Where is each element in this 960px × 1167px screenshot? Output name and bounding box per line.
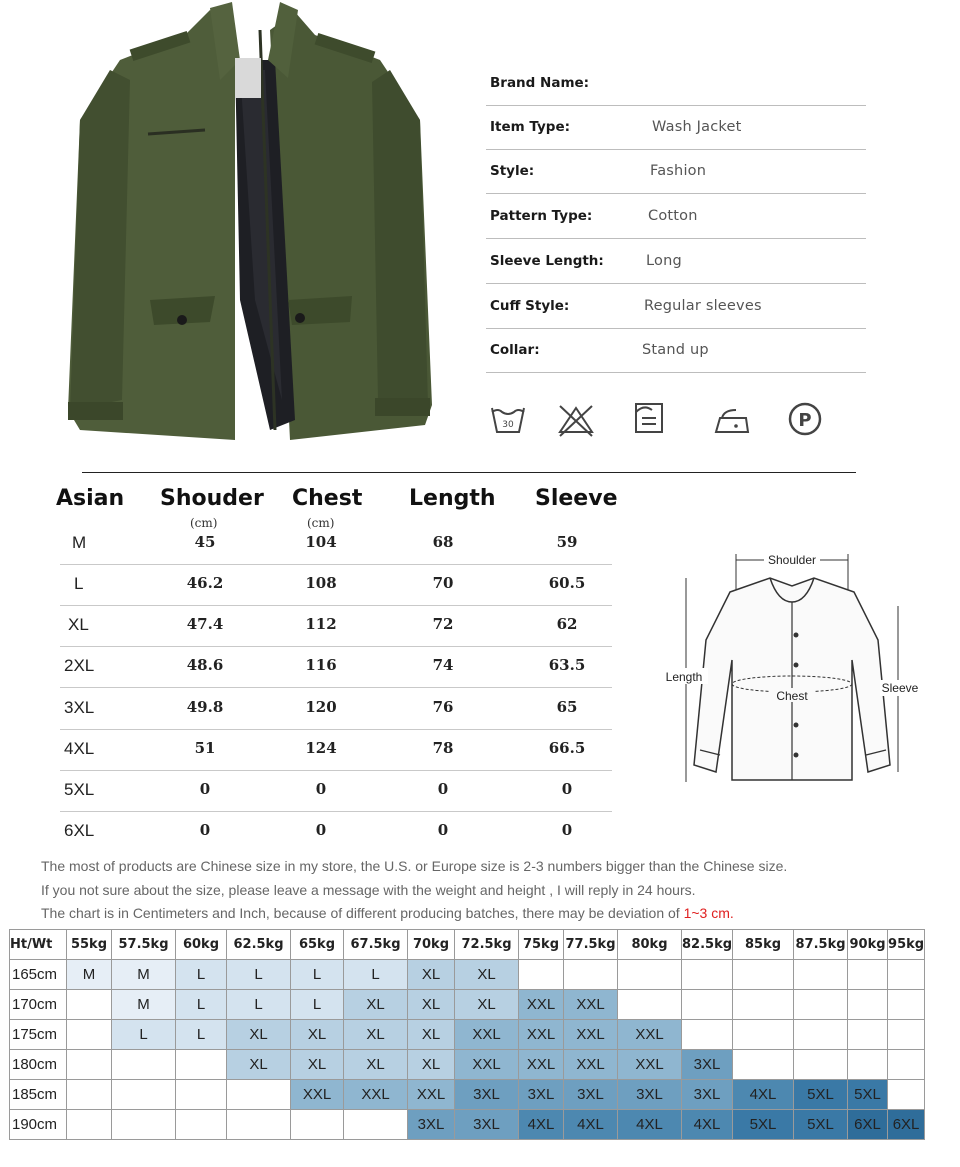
size-recommendation-cell: XL <box>455 990 519 1020</box>
grid-row <box>10 960 925 990</box>
size-recommendation-cell <box>618 990 682 1020</box>
length-cell: 78 <box>432 739 454 757</box>
size-recommendation-cell: XL <box>344 990 408 1020</box>
size-recommendation-cell <box>176 1110 227 1140</box>
size-recommendation-cell: XXL <box>408 1080 455 1110</box>
size-recommendation-cell <box>848 960 888 990</box>
length-cell: 0 <box>437 821 449 839</box>
table-row <box>60 811 612 852</box>
weight-header: 80kg <box>618 930 682 960</box>
note-line-1: The most of products are Chinese size in my store, the U.S. or Europe size is 2-3 numbers bigger than the Chinese size. <box>41 858 788 874</box>
grid-row <box>10 1020 925 1050</box>
spec-label: Sleeve Length: <box>490 253 604 269</box>
size-recommendation-cell: 5XL <box>733 1110 794 1140</box>
sleeve-cell: 59 <box>556 533 578 551</box>
weight-header: 72.5kg <box>455 930 519 960</box>
weight-header: 62.5kg <box>227 930 291 960</box>
length-cell: 0 <box>437 780 449 798</box>
spec-row-cuff-style <box>486 284 866 329</box>
shoulder-cell: 46.2 <box>186 574 224 592</box>
size-recommendation-cell: XXL <box>519 1050 564 1080</box>
size-recommendation-cell: M <box>112 960 176 990</box>
size-recommendation-cell: 5XL <box>794 1080 848 1110</box>
deviation-highlight: 1~3 cm. <box>683 905 734 921</box>
weight-header: 95kg <box>888 930 925 960</box>
size-recommendation-cell: XXL <box>564 990 618 1020</box>
length-cell: 72 <box>432 615 454 633</box>
length-cell: 68 <box>432 533 454 551</box>
size-recommendation-cell <box>848 990 888 1020</box>
size-recommendation-cell <box>227 1080 291 1110</box>
size-recommendation-cell <box>794 1020 848 1050</box>
size-recommendation-cell <box>682 960 733 990</box>
size-recommendation-cell <box>344 1110 408 1140</box>
size-recommendation-cell <box>112 1050 176 1080</box>
size-recommendation-cell: XXL <box>618 1020 682 1050</box>
size-recommendation-cell: XXL <box>618 1050 682 1080</box>
height-weight-size-grid <box>9 929 925 1140</box>
size-recommendation-cell <box>733 990 794 1020</box>
size-recommendation-cell: 5XL <box>848 1080 888 1110</box>
size-recommendation-cell <box>733 960 794 990</box>
size-cell: 2XL <box>64 656 95 675</box>
height-label: 185cm <box>10 1080 67 1110</box>
height-label: 170cm <box>10 990 67 1020</box>
table-row <box>60 729 612 771</box>
diagram-label-length: Length <box>665 670 703 684</box>
grid-row <box>10 1080 925 1110</box>
grid-row <box>10 990 925 1020</box>
size-recommendation-cell: XL <box>344 1050 408 1080</box>
no-bleach-icon <box>556 400 596 438</box>
spec-row-sleeve-length <box>486 239 866 284</box>
spec-value: Cotton <box>648 208 698 224</box>
height-label: 175cm <box>10 1020 67 1050</box>
height-label: 190cm <box>10 1110 67 1140</box>
size-recommendation-cell: XL <box>227 1020 291 1050</box>
size-recommendation-cell: 3XL <box>519 1080 564 1110</box>
weight-header: 77.5kg <box>564 930 618 960</box>
size-recommendation-cell <box>848 1020 888 1050</box>
sleeve-cell: 66.5 <box>548 739 586 757</box>
spec-label: Pattern Type: <box>490 208 593 224</box>
sleeve-cell: 0 <box>561 780 573 798</box>
size-recommendation-cell <box>618 960 682 990</box>
spec-value: Stand up <box>642 342 709 358</box>
section-divider <box>82 472 856 473</box>
size-recommendation-cell <box>888 1020 925 1050</box>
size-recommendation-cell: 6XL <box>848 1110 888 1140</box>
col-header-sleeve: Sleeve <box>535 486 618 511</box>
shoulder-cell: 48.6 <box>186 656 224 674</box>
weight-header: 67.5kg <box>344 930 408 960</box>
size-recommendation-cell <box>794 960 848 990</box>
chest-cell: 116 <box>305 656 337 674</box>
size-recommendation-cell: XL <box>408 990 455 1020</box>
size-recommendation-cell <box>733 1050 794 1080</box>
sleeve-cell: 60.5 <box>548 574 586 592</box>
size-recommendation-cell: XXL <box>344 1080 408 1110</box>
tumble-dry-icon <box>630 400 670 438</box>
size-cell: L <box>74 574 84 593</box>
shoulder-cell: 0 <box>199 780 211 798</box>
spec-label: Style: <box>490 163 535 179</box>
table-row <box>60 605 612 647</box>
shoulder-cell: 49.8 <box>186 698 224 716</box>
sleeve-cell: 0 <box>561 821 573 839</box>
col-header-length: Length <box>409 486 496 511</box>
measurement-diagram <box>660 540 925 790</box>
size-recommendation-cell <box>291 1110 344 1140</box>
size-recommendation-cell <box>888 1050 925 1080</box>
shoulder-cell: 47.4 <box>186 615 224 633</box>
unit-label: (cm) <box>307 516 335 530</box>
size-recommendation-cell: M <box>67 960 112 990</box>
size-recommendation-cell: 4XL <box>519 1110 564 1140</box>
size-recommendation-cell: L <box>227 960 291 990</box>
size-recommendation-cell <box>227 1110 291 1140</box>
size-cell: M <box>72 533 87 552</box>
size-recommendation-cell <box>176 1080 227 1110</box>
size-recommendation-cell <box>888 1080 925 1110</box>
height-label: 165cm <box>10 960 67 990</box>
size-recommendation-cell: XL <box>344 1020 408 1050</box>
size-recommendation-cell: XXL <box>455 1050 519 1080</box>
grid-row <box>10 1110 925 1140</box>
spec-value: Wash Jacket <box>652 119 742 135</box>
spec-row-style <box>486 149 866 194</box>
size-recommendation-cell <box>564 960 618 990</box>
size-recommendation-cell: XXL <box>519 1020 564 1050</box>
size-recommendation-cell <box>794 1050 848 1080</box>
size-recommendation-cell: 3XL <box>408 1110 455 1140</box>
size-recommendation-cell: 4XL <box>564 1110 618 1140</box>
height-label: 180cm <box>10 1050 67 1080</box>
chest-cell: 0 <box>315 780 327 798</box>
table-row <box>60 688 612 730</box>
spec-row-item-type <box>486 105 866 150</box>
size-recommendation-cell: XL <box>408 1050 455 1080</box>
sleeve-cell: 62 <box>556 615 578 633</box>
spec-label: Brand Name: <box>490 75 590 91</box>
size-recommendation-cell <box>794 990 848 1020</box>
chest-cell: 0 <box>315 821 327 839</box>
length-cell: 76 <box>432 698 454 716</box>
length-cell: 74 <box>432 656 454 674</box>
size-recommendation-cell: 4XL <box>733 1080 794 1110</box>
svg-text:30: 30 <box>502 420 514 430</box>
iron-icon <box>712 400 752 438</box>
size-recommendation-cell: L <box>344 960 408 990</box>
size-recommendation-cell <box>67 1080 112 1110</box>
size-recommendation-cell: L <box>291 990 344 1020</box>
grid-row <box>10 1050 925 1080</box>
weight-header: 85kg <box>733 930 794 960</box>
size-recommendation-cell: 3XL <box>682 1050 733 1080</box>
wash-30-icon <box>488 400 528 438</box>
size-recommendation-cell: 3XL <box>682 1080 733 1110</box>
weight-header: 57.5kg <box>112 930 176 960</box>
size-recommendation-cell: 6XL <box>888 1110 925 1140</box>
size-recommendation-cell: 4XL <box>618 1110 682 1140</box>
size-recommendation-cell <box>112 1110 176 1140</box>
size-recommendation-cell <box>682 1020 733 1050</box>
size-cell: 6XL <box>64 821 95 840</box>
size-recommendation-cell <box>67 1020 112 1050</box>
size-recommendation-cell: XL <box>291 1050 344 1080</box>
dry-clean-icon <box>786 400 826 438</box>
size-cell: 3XL <box>64 698 95 717</box>
table-row <box>60 564 612 606</box>
sleeve-cell: 63.5 <box>548 656 586 674</box>
size-recommendation-cell <box>682 990 733 1020</box>
size-recommendation-cell <box>848 1050 888 1080</box>
chest-cell: 112 <box>305 615 337 633</box>
shoulder-cell: 51 <box>194 739 216 757</box>
size-recommendation-cell: 4XL <box>682 1110 733 1140</box>
unit-label: (cm) <box>190 516 218 530</box>
size-recommendation-cell: XL <box>408 1020 455 1050</box>
size-recommendation-cell <box>176 1050 227 1080</box>
size-recommendation-cell: XXL <box>519 990 564 1020</box>
spec-row-pattern-type <box>486 194 866 239</box>
table-row <box>60 523 612 565</box>
shoulder-cell: 45 <box>194 533 216 551</box>
size-recommendation-cell <box>67 1110 112 1140</box>
spec-value: Regular sleeves <box>644 298 762 314</box>
weight-header: 60kg <box>176 930 227 960</box>
size-recommendation-cell <box>888 960 925 990</box>
spec-label: Collar: <box>490 342 540 358</box>
grid-corner-header: Ht/Wt <box>10 930 67 960</box>
chest-cell: 120 <box>305 698 337 716</box>
col-header-shoulder: Shouder <box>160 486 264 511</box>
size-recommendation-cell: 3XL <box>455 1080 519 1110</box>
size-recommendation-cell: XXL <box>564 1020 618 1050</box>
table-row <box>60 646 612 688</box>
spec-label: Item Type: <box>490 119 571 135</box>
size-recommendation-cell: XL <box>227 1050 291 1080</box>
chest-cell: 104 <box>305 533 337 551</box>
size-recommendation-cell <box>519 960 564 990</box>
size-recommendation-cell: XL <box>291 1020 344 1050</box>
col-header-chest: Chest <box>292 486 363 511</box>
size-recommendation-cell: 3XL <box>618 1080 682 1110</box>
size-recommendation-cell: XXL <box>455 1020 519 1050</box>
chest-cell: 124 <box>305 739 337 757</box>
weight-header: 65kg <box>291 930 344 960</box>
weight-header: 70kg <box>408 930 455 960</box>
svg-text:P: P <box>798 410 812 431</box>
size-recommendation-cell <box>112 1080 176 1110</box>
size-recommendation-cell <box>733 1020 794 1050</box>
length-cell: 70 <box>432 574 454 592</box>
size-recommendation-cell <box>67 1050 112 1080</box>
size-recommendation-cell: L <box>176 990 227 1020</box>
spec-row-collar <box>486 328 866 373</box>
size-recommendation-cell: L <box>291 960 344 990</box>
size-recommendation-cell: XL <box>455 960 519 990</box>
weight-header: 55kg <box>67 930 112 960</box>
jacket-product-image <box>60 0 440 445</box>
spec-value: Long <box>646 253 682 269</box>
table-row <box>60 770 612 812</box>
size-recommendation-cell: L <box>227 990 291 1020</box>
sleeve-cell: 65 <box>556 698 578 716</box>
spec-label: Cuff Style: <box>490 298 570 314</box>
size-recommendation-cell: 5XL <box>794 1110 848 1140</box>
col-header-size: Asian <box>56 486 125 511</box>
size-recommendation-cell: 3XL <box>564 1080 618 1110</box>
size-cell: 5XL <box>64 780 95 799</box>
size-recommendation-cell <box>888 990 925 1020</box>
spec-row-brand <box>486 61 866 106</box>
spec-value: Fashion <box>650 163 707 179</box>
note-line-3-text: The chart is in Centimeters and Inch, because of different producing batches, there may be deviation of <box>41 905 684 921</box>
note-line-2: If you not sure about the size, please leave a message with the weight and height , I will reply in 24 hours. <box>41 882 696 898</box>
size-recommendation-cell <box>67 990 112 1020</box>
size-recommendation-cell: XXL <box>564 1050 618 1080</box>
diagram-label-shoulder: Shoulder <box>767 553 817 567</box>
size-recommendation-cell: L <box>112 1020 176 1050</box>
size-recommendation-cell: XL <box>408 960 455 990</box>
size-recommendation-cell: M <box>112 990 176 1020</box>
weight-header: 75kg <box>519 930 564 960</box>
size-cell: 4XL <box>64 739 95 758</box>
size-recommendation-cell: XXL <box>291 1080 344 1110</box>
size-cell: XL <box>68 615 89 634</box>
chest-cell: 108 <box>305 574 337 592</box>
weight-header: 90kg <box>848 930 888 960</box>
note-line-3 <box>41 905 734 921</box>
shoulder-cell: 0 <box>199 821 211 839</box>
size-recommendation-cell: L <box>176 960 227 990</box>
diagram-label-chest: Chest <box>776 689 808 703</box>
size-recommendation-cell: L <box>176 1020 227 1050</box>
diagram-label-sleeve: Sleeve <box>881 681 919 695</box>
size-recommendation-cell: 3XL <box>455 1110 519 1140</box>
weight-header: 87.5kg <box>794 930 848 960</box>
weight-header: 82.5kg <box>682 930 733 960</box>
